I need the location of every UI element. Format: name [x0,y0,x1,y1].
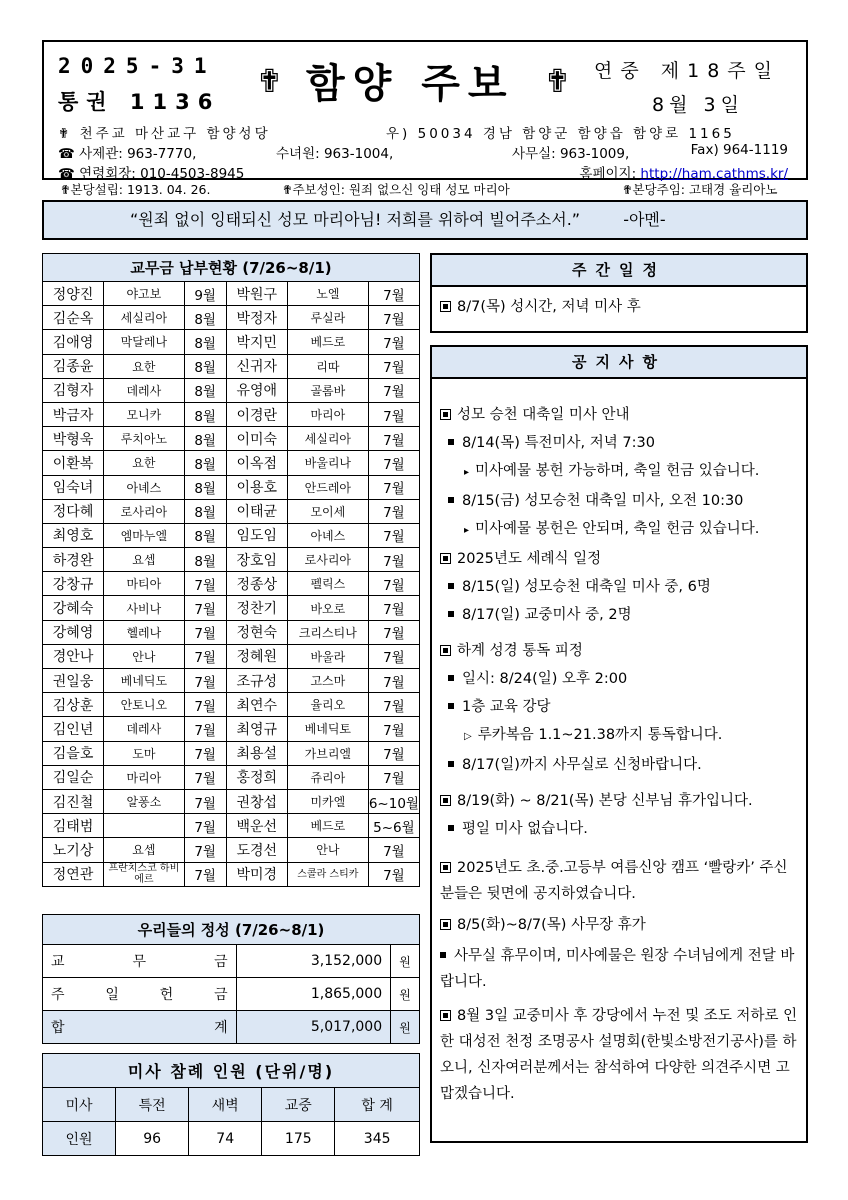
prayer-text: “원죄 없이 잉태되신 성모 마리아님! 저희를 위하여 빌어주소서.” [130,210,581,229]
dues-row [43,814,420,838]
paid-month: 7월 [368,620,419,644]
triangle-outline-icon: ▷ [464,731,472,742]
baptismal-name: 도마 [104,741,185,765]
parishioner-name: 강혜영 [43,620,104,644]
parishioner-name: 김을호 [43,741,104,765]
baptismal-name: 고스마 [287,669,368,693]
mass-header: 새벽 [189,1088,262,1122]
parishioner-name: 정혜원 [226,644,287,668]
parishioner-name: 권창섭 [226,789,287,813]
bullet-icon [448,703,454,709]
parishioner-name: 신귀자 [226,354,287,378]
won-unit: 원 [391,978,420,1011]
parishioner-name: 최연수 [226,693,287,717]
patron-saint: ✟주보성인: 원죄 없으신 잉태 성모 마리아 [282,182,510,197]
parishioner-name: 김일순 [43,765,104,789]
weekly-title: 주간일정 [432,255,806,287]
notice-item: 8/17(일)까지 사무실로 신청바랍니다. [440,755,800,775]
baptismal-name: 쥬리아 [287,765,368,789]
baptismal-name: 리따 [287,354,368,378]
parishioner-name: 이용호 [226,475,287,499]
postal-address: 우) 50034 경남 함양군 함양읍 함양로 1165 [386,126,735,142]
dues-row [43,838,420,862]
baptismal-name: 데레사 [104,378,185,402]
parish-line [58,122,271,142]
homepage-link[interactable]: http://ham.cathms.kr/ [640,166,788,182]
baptismal-name: 루실라 [287,306,368,330]
offering-label-char: 일 [105,987,119,1003]
baptismal-name: 베드로 [287,330,368,354]
paid-month: 7월 [368,330,419,354]
mass-attendance-table [42,1053,420,1156]
baptismal-name: 골롬바 [287,378,368,402]
offering-label [51,1017,228,1037]
paid-month: 7월 [184,838,226,862]
paid-month: 7월 [368,451,419,475]
notice-item: 8/14(목) 특전미사, 저녁 7:30 [440,433,800,453]
parishioner-name: 이태균 [226,499,287,523]
parishioner-name: 조규성 [226,669,287,693]
paid-month: 7월 [368,765,419,789]
paid-month: 7월 [184,572,226,596]
checkbox-square-icon [440,1010,451,1021]
paid-month: 7월 [184,693,226,717]
baptismal-name [104,814,185,838]
notice-heading: 하계 성경 통독 피정 [440,641,800,661]
notice-heading: 성모 승천 대축일 미사 안내 [440,405,800,425]
pastor-name: ✟본당주임: 고태경 율리아노 [622,182,778,197]
paid-month: 7월 [184,669,226,693]
parishioner-name: 노기상 [43,838,104,862]
offering-label-char: 교 [51,954,65,970]
bullet-icon [448,611,454,617]
cross-icon: ✟ [256,62,283,100]
baptismal-name: 세실리아 [287,427,368,451]
phone-convent: 수녀원: 963-1004, [276,146,394,162]
paid-month: 7월 [184,741,226,765]
parishioner-name: 최영규 [226,717,287,741]
notice-item: 일시: 8/24(일) 오후 2:00 [440,669,800,689]
baptismal-name: 베네딕도 [104,669,185,693]
parishioner-name: 정연관 [43,862,104,886]
parish-name: ✟ 천주교 마산교구 함양성당 [58,126,271,142]
paid-month: 7월 [368,572,419,596]
dues-row [43,572,420,596]
parishioner-name: 김애영 [43,330,104,354]
dues-row [43,330,420,354]
dues-row [43,620,420,644]
paid-month: 7월 [368,693,419,717]
parishioner-name: 김상훈 [43,693,104,717]
paid-month: 8월 [184,427,226,451]
baptismal-name: 요셉 [104,548,185,572]
notice-heading: 8/5(화)~8/7(목) 사무장 휴가 [440,915,800,935]
schedule-item: 8/7(목) 성시간, 저녁 미사 후 [440,297,798,317]
baptismal-name: 마리아 [287,402,368,426]
paid-month: 7월 [184,717,226,741]
baptismal-name: 바오로 [287,596,368,620]
notice-item: 평일 미사 없습니다. [440,819,800,839]
weekly-schedule-panel [430,253,808,333]
parishioner-name: 하경완 [43,548,104,572]
dues-row [43,523,420,547]
cross-icon: ✟ [544,62,571,100]
mass-header: 합 계 [335,1088,420,1122]
notice-subitem: ▷ 루카복음 1.1~21.38까지 통독합니다. [464,727,723,743]
dues-row [43,548,420,572]
parishioner-name: 이미숙 [226,427,287,451]
dues-row [43,475,420,499]
parishioner-name: 도경선 [226,838,287,862]
paid-month: 8월 [184,523,226,547]
notice-heading: 2025년도 세례식 일정 [440,549,800,569]
baptismal-name: 헬레나 [104,620,185,644]
parishioner-name: 권일웅 [43,669,104,693]
paid-month: 6~10월 [368,789,419,813]
triangle-bullet-icon: ▸ [464,467,470,478]
notice-subitem: ▸ 미사예물 봉헌 가능하며, 축일 헌금 있습니다. [464,463,760,479]
paid-month: 7월 [184,596,226,620]
checkbox-square-icon [440,409,451,420]
paid-month: 7월 [368,717,419,741]
baptismal-name: 요한 [104,451,185,475]
notice-heading: 2025년도 초.중.고등부 여름신앙 캠프 ‘빨랑카’ 주신 분들은 뒷면에 공지하였습니다. [440,860,788,902]
dues-row [43,499,420,523]
paid-month: 7월 [368,669,419,693]
dues-row [43,717,420,741]
dues-row [43,741,420,765]
tongkwon-number: 통권 1136 [58,90,221,114]
paid-month: 7월 [368,378,419,402]
baptismal-name: 마티아 [104,572,185,596]
offering-total-row [43,1011,420,1044]
dues-row [43,789,420,813]
paid-month: 8월 [184,548,226,572]
paid-month: 7월 [368,427,419,451]
parishioner-name: 이옥점 [226,451,287,475]
paid-month: 8월 [184,402,226,426]
mass-row-label: 인원 [43,1122,116,1156]
parishioner-name: 박금자 [43,402,104,426]
paid-month: 7월 [368,838,419,862]
mass-count: 175 [262,1122,335,1156]
mass-count: 74 [189,1122,262,1156]
baptismal-name: 안나 [104,644,185,668]
offering-label-char: 헌 [159,987,174,1003]
won-unit: 원 [391,1011,420,1044]
paid-month: 8월 [184,330,226,354]
notice-heading: 8/19(화) ~ 8/21(목) 본당 신부님 휴가입니다. [440,791,800,811]
dues-row [43,862,420,886]
baptismal-name: 안드레아 [287,475,368,499]
dues-row [43,282,420,306]
parishioner-name: 경안나 [43,644,104,668]
bullet-icon [448,761,454,767]
paid-month: 7월 [368,644,419,668]
paid-month: 8월 [184,354,226,378]
baptismal-name: 막달레나 [104,330,185,354]
baptismal-name: 크리스티나 [287,620,368,644]
parishioner-name: 김태범 [43,814,104,838]
dues-row [43,644,420,668]
dues-row [43,596,420,620]
parishioner-name: 정종상 [226,572,287,596]
masthead [42,40,808,180]
baptismal-name: 베네딕토 [287,717,368,741]
paid-month: 7월 [184,862,226,886]
parishioner-name: 정현숙 [226,620,287,644]
offering-amount: 1,865,000 [236,978,391,1011]
offering-label-char: 금 [214,954,228,970]
baptismal-name: 요한 [104,354,185,378]
notice-item: 1층 교육 강당 [440,697,800,717]
offering-table [42,914,420,1044]
dues-row [43,669,420,693]
paid-month: 9월 [184,282,226,306]
won-unit: 원 [391,945,420,978]
dues-row [43,306,420,330]
parishioner-name: 정양진 [43,282,104,306]
parishioner-name: 이경란 [226,402,287,426]
offering-label-char: 합 [51,1020,65,1036]
checkbox-square-icon [440,645,451,656]
baptismal-name: 요셉 [104,838,185,862]
paid-month: 7월 [184,620,226,644]
baptismal-name: 펠릭스 [287,572,368,596]
parishioner-name: 김진철 [43,789,104,813]
parishioner-name: 임숙녀 [43,475,104,499]
baptismal-name: 아녜스 [104,475,185,499]
parishioner-name: 장호임 [226,548,287,572]
paid-month: 8월 [184,306,226,330]
paid-month: 7월 [368,862,419,886]
dues-row [43,693,420,717]
paid-month: 8월 [184,499,226,523]
funeral-chairman-phone: ☎ 연령회장: 010-4503-8945 [58,166,245,182]
notice-heading: 8월 3일 교중미사 후 강당에서 누전 및 조도 저하로 인한 대성전 천정 조명공사 설명회(한빛소방전기공사)를 하오니, 신자여러분께서는 참석하여 다양한 의견주시면 고맙겠습니다. [440,1008,798,1102]
paid-month: 7월 [368,475,419,499]
paid-month: 7월 [368,596,419,620]
parishioner-name: 박형욱 [43,427,104,451]
fax-number: Fax) 964-1119 [690,142,788,158]
baptismal-name: 세실리아 [104,306,185,330]
baptismal-name: 엠마누엘 [104,523,185,547]
parishioner-name: 박미경 [226,862,287,886]
offering-total: 5,017,000 [236,1011,391,1044]
dues-row [43,427,420,451]
offering-label-char: 계 [214,1020,228,1036]
baptismal-name: 사비나 [104,596,185,620]
mass-count: 96 [116,1122,189,1156]
parishioner-name: 김형자 [43,378,104,402]
phone-office: 사무실: 963-1009, [512,146,630,162]
offering-label-char: 무 [132,954,147,970]
parishioner-name: 박지민 [226,330,287,354]
parishioner-name: 최용설 [226,741,287,765]
notice-item: 8/15(일) 성모승천 대축일 미사 중, 6명 [440,577,800,597]
parishioner-name: 정찬기 [226,596,287,620]
dues-row [43,354,420,378]
triangle-bullet-icon: ▸ [464,525,470,536]
parishioner-name: 김인년 [43,717,104,741]
paid-month: 7월 [184,814,226,838]
baptismal-name: 미카엘 [287,789,368,813]
baptismal-name: 안토니오 [104,693,185,717]
paid-month: 8월 [184,475,226,499]
founded-date: ✟본당설립: 1913. 04. 26. [60,182,211,197]
paid-month: 7월 [184,644,226,668]
mass-total: 345 [335,1122,420,1156]
baptismal-name: 알퐁소 [104,789,185,813]
offering-label-char: 주 [51,987,65,1003]
paid-month: 7월 [368,354,419,378]
parishioner-name: 홍정희 [226,765,287,789]
liturgical-week: 연중 제18주일 [594,60,780,82]
parishioner-name: 강창규 [43,572,104,596]
baptismal-name: 로사리아 [287,548,368,572]
bullet-icon [448,583,454,589]
prayer-amen: -아멘- [623,210,666,229]
paid-month: 7월 [368,402,419,426]
notice-title: 공지사항 [432,347,806,379]
notice-item: 8/17(일) 교중미사 중, 2명 [440,605,800,625]
baptismal-name: 아녜스 [287,523,368,547]
mass-header: 특전 [116,1088,189,1122]
mass-title: 미사 참례 인원 (단위/명) [43,1054,420,1088]
bullet-icon [448,675,454,681]
dues-row [43,765,420,789]
paid-month: 7월 [368,499,419,523]
bulletin-title: 함양 주보 [306,61,515,107]
baptismal-name: 데레사 [104,717,185,741]
baptismal-name: 바울리나 [287,451,368,475]
homepage-label: 홈페이지: [579,166,637,182]
baptismal-name: 스콜라 스티카 [287,862,368,886]
issue-number: 2025-31 [58,54,217,78]
parishioner-name: 임도임 [226,523,287,547]
baptismal-name: 야고보 [104,282,185,306]
paid-month: 5~6월 [368,814,419,838]
checkbox-square-icon [440,919,451,930]
bullet-icon [440,952,446,958]
offering-label [51,984,228,1004]
baptismal-name: 바울라 [287,644,368,668]
parishioner-name: 김순옥 [43,306,104,330]
baptismal-name: 로사리아 [104,499,185,523]
bullet-icon [448,439,454,445]
dues-row [43,378,420,402]
phone-rectory: ☎ 사제관: 963-7770, [58,146,197,162]
bullet-icon [448,825,454,831]
baptismal-name: 루치아노 [104,427,185,451]
baptismal-name: 마리아 [104,765,185,789]
baptismal-name: 율리오 [287,693,368,717]
paid-month: 8월 [184,451,226,475]
parishioner-name: 강혜숙 [43,596,104,620]
offering-row [43,978,420,1011]
checkbox-square-icon [440,795,451,806]
bulletin-date: 8월 3일 [652,94,744,116]
dues-table [42,253,420,887]
parishioner-name: 박정자 [226,306,287,330]
offering-row [43,945,420,978]
parishioner-name: 백운선 [226,814,287,838]
paid-month: 7월 [184,789,226,813]
homepage [579,162,788,182]
checkbox-square-icon [440,301,451,312]
offering-title: 우리들의 정성 (7/26~8/1) [43,915,420,945]
parishioner-name: 정다혜 [43,499,104,523]
parishioner-name: 김종윤 [43,354,104,378]
paid-month: 8월 [184,378,226,402]
notice-subitem: ▸ 미사예물 봉헌은 안되며, 축일 헌금 있습니다. [464,521,760,537]
baptismal-name: 프란치스코 하비에르 [104,862,185,886]
checkbox-square-icon [440,553,451,564]
baptismal-name: 안나 [287,838,368,862]
paid-month: 7월 [368,741,419,765]
bullet-icon [448,497,454,503]
paid-month: 7월 [184,765,226,789]
notice-panel [430,345,808,1143]
checkbox-square-icon [440,862,451,873]
baptismal-name: 모니카 [104,402,185,426]
offering-amount: 3,152,000 [236,945,391,978]
baptismal-name: 베드로 [287,814,368,838]
notice-item: 8/15(금) 성모승천 대축일 미사, 오전 10:30 [440,491,800,511]
dues-row [43,451,420,475]
parishioner-name: 최영호 [43,523,104,547]
offering-label-char: 금 [214,987,228,1003]
paid-month: 7월 [368,548,419,572]
prayer-banner [42,200,808,240]
dues-row [43,402,420,426]
baptismal-name: 노엘 [287,282,368,306]
mass-header: 교중 [262,1088,335,1122]
notice-item: 사무실 휴무이며, 미사예물은 원장 수녀님에게 전달 바랍니다. [440,948,795,990]
parishioner-name: 유영애 [226,378,287,402]
paid-month: 7월 [368,282,419,306]
dues-title: 교무금 납부현황 (7/26~8/1) [43,254,420,282]
baptismal-name: 모이세 [287,499,368,523]
paid-month: 7월 [368,306,419,330]
parishioner-name: 박원구 [226,282,287,306]
mass-header: 미사 [43,1088,116,1122]
baptismal-name: 가브리엘 [287,741,368,765]
parishioner-name: 이환복 [43,451,104,475]
paid-month: 7월 [368,523,419,547]
offering-label [51,951,228,971]
